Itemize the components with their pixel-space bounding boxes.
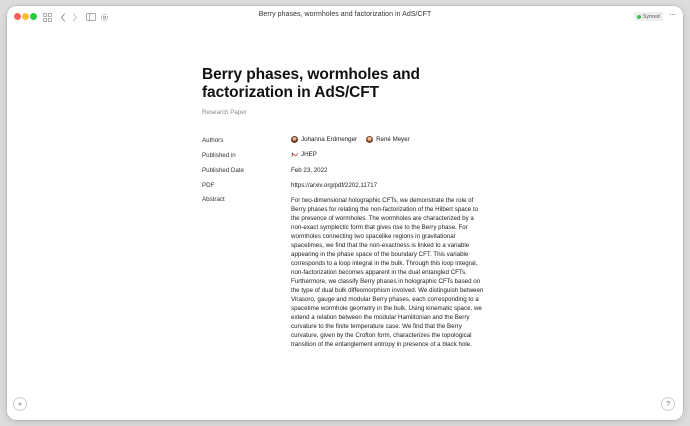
abstract-text[interactable]: For two-dimensional holographic CFTs, we demonstrate the role of Berry phases for relating the non-factorization of the Hilbert space to the presence of wormholes. The wormholes are characterized by a non-exact symplectic form that gives rise to the Berry phase. For wormholes connecting two spacelike regions in gravitational spacetimes, we find that the non-exactness is linked to a variable appearing in the phase space of the boundary CFT. This variable corresponds to a loop integral in the bulk. Through this loop integral, non-factorization becomes apparent in the dual entangled CFTs. Furthermore, we classify Berry phases in holographic CFTs based on the type of dual bulk diffeomorphism involved. We distinguish between Virasoro, gauge and modular Berry phases, each corresponding to a spacetime wormhole geometry in the bulk. Using kinematic space, we extend a relation between the modular Hamiltonian and the Berry curvature to the finite temperature case. We find that the Berry curvature, given by the Crofton form, characterizes the topological transition of the entanglement entropy in presence of a black hole. (291, 197, 484, 348)
published-in-label: Published in (202, 152, 236, 159)
published-date-value[interactable]: Feb 23, 2022 (291, 167, 328, 174)
app-window (7, 6, 683, 420)
more-options-button[interactable]: ··· (669, 10, 676, 19)
document-header (202, 66, 502, 116)
help-button[interactable]: ? (661, 397, 675, 411)
abstract-label: Abstract (202, 196, 225, 203)
authors-value[interactable] (291, 136, 484, 143)
author-name: René Meyer (376, 136, 410, 143)
author-chip[interactable] (366, 136, 410, 143)
sync-status-badge[interactable] (634, 12, 663, 21)
author-avatar-icon (291, 136, 298, 143)
author-name: Johanna Erdmenger (301, 136, 358, 143)
authors-label: Authors (202, 137, 224, 144)
pdf-label: PDF (202, 182, 215, 189)
document-type[interactable]: Research Paper (202, 109, 247, 116)
published-in-value[interactable] (291, 151, 484, 158)
journal-logo-icon (291, 152, 298, 158)
document-title[interactable]: Berry phases, wormholes and factorization in AdS/CFT (202, 66, 420, 101)
journal-name: JHEP (301, 151, 317, 158)
sync-dot-icon (637, 15, 641, 19)
author-chip[interactable] (291, 136, 357, 143)
window-title: Berry phases, wormholes and factorization in AdS/CFT (258, 11, 432, 18)
sync-status-label: Synced (643, 13, 660, 20)
author-avatar-icon (366, 136, 373, 143)
published-date-label: Published Date (202, 167, 244, 174)
title-bar (7, 6, 683, 28)
pdf-link[interactable]: https://arxiv.org/pdf/2202.11717 (291, 182, 378, 189)
expand-sidebar-button[interactable]: » (13, 397, 27, 411)
